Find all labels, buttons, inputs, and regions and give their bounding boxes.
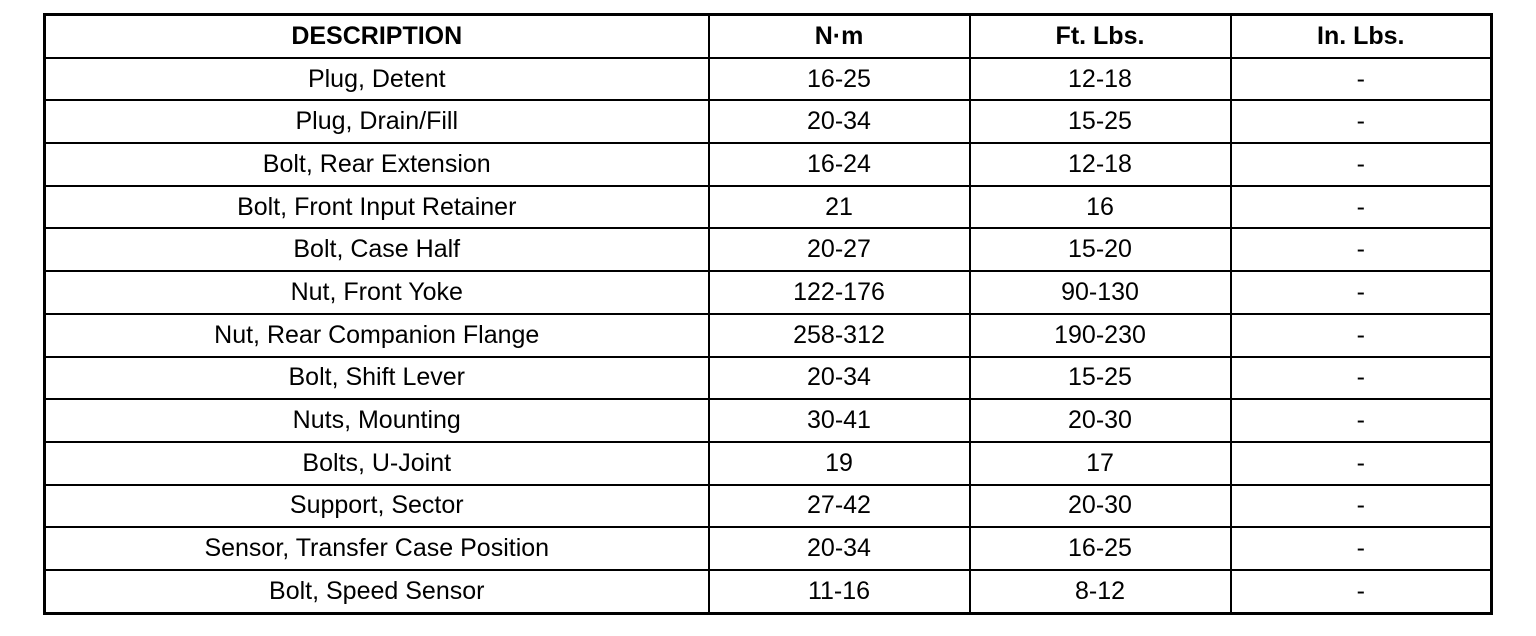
- cell-inch-pounds: -: [1231, 186, 1492, 229]
- cell-description: Bolt, Rear Extension: [45, 143, 709, 186]
- cell-foot-pounds: 15-20: [970, 228, 1231, 271]
- cell-inch-pounds: -: [1231, 228, 1492, 271]
- cell-newton-meters: 19: [709, 442, 970, 485]
- table-row: [45, 143, 1492, 186]
- table-row: [45, 357, 1492, 400]
- cell-foot-pounds: 20-30: [970, 399, 1231, 442]
- cell-newton-meters: 27-42: [709, 485, 970, 528]
- table-row: [45, 442, 1492, 485]
- cell-newton-meters: 11-16: [709, 570, 970, 613]
- table-row: [45, 271, 1492, 314]
- cell-inch-pounds: -: [1231, 58, 1492, 101]
- table-row: [45, 399, 1492, 442]
- cell-newton-meters: 20-34: [709, 527, 970, 570]
- cell-foot-pounds: 8-12: [970, 570, 1231, 613]
- cell-foot-pounds: 16-25: [970, 527, 1231, 570]
- cell-foot-pounds: 20-30: [970, 485, 1231, 528]
- cell-foot-pounds: 90-130: [970, 271, 1231, 314]
- cell-description: Nut, Rear Companion Flange: [45, 314, 709, 357]
- cell-inch-pounds: -: [1231, 271, 1492, 314]
- cell-inch-pounds: -: [1231, 357, 1492, 400]
- cell-inch-pounds: -: [1231, 570, 1492, 613]
- cell-inch-pounds: -: [1231, 100, 1492, 143]
- cell-newton-meters: 20-27: [709, 228, 970, 271]
- cell-foot-pounds: 12-18: [970, 58, 1231, 101]
- torque-spec-table: [43, 13, 1493, 615]
- cell-foot-pounds: 15-25: [970, 100, 1231, 143]
- cell-inch-pounds: -: [1231, 485, 1492, 528]
- table-row: [45, 100, 1492, 143]
- header-inch-pounds: In. Lbs.: [1231, 15, 1492, 58]
- cell-description: Bolt, Front Input Retainer: [45, 186, 709, 229]
- table-body: [45, 58, 1492, 613]
- cell-foot-pounds: 16: [970, 186, 1231, 229]
- cell-newton-meters: 21: [709, 186, 970, 229]
- table-row: [45, 527, 1492, 570]
- cell-inch-pounds: -: [1231, 399, 1492, 442]
- table-row: [45, 485, 1492, 528]
- header-newton-meters: N·m: [709, 15, 970, 58]
- cell-newton-meters: 122-176: [709, 271, 970, 314]
- cell-foot-pounds: 12-18: [970, 143, 1231, 186]
- table-row: [45, 228, 1492, 271]
- cell-description: Bolts, U-Joint: [45, 442, 709, 485]
- cell-description: Support, Sector: [45, 485, 709, 528]
- cell-inch-pounds: -: [1231, 442, 1492, 485]
- cell-foot-pounds: 17: [970, 442, 1231, 485]
- cell-description: Nut, Front Yoke: [45, 271, 709, 314]
- header-description: DESCRIPTION: [45, 15, 709, 58]
- cell-newton-meters: 16-25: [709, 58, 970, 101]
- cell-newton-meters: 30-41: [709, 399, 970, 442]
- cell-inch-pounds: -: [1231, 314, 1492, 357]
- cell-newton-meters: 258-312: [709, 314, 970, 357]
- cell-newton-meters: 20-34: [709, 357, 970, 400]
- cell-inch-pounds: -: [1231, 527, 1492, 570]
- table-header-row: [45, 15, 1492, 58]
- cell-newton-meters: 20-34: [709, 100, 970, 143]
- cell-description: Bolt, Speed Sensor: [45, 570, 709, 613]
- table-row: [45, 186, 1492, 229]
- table-row: [45, 58, 1492, 101]
- cell-description: Bolt, Case Half: [45, 228, 709, 271]
- cell-newton-meters: 16-24: [709, 143, 970, 186]
- cell-description: Nuts, Mounting: [45, 399, 709, 442]
- cell-description: Bolt, Shift Lever: [45, 357, 709, 400]
- table-row: [45, 570, 1492, 613]
- cell-description: Sensor, Transfer Case Position: [45, 527, 709, 570]
- cell-description: Plug, Detent: [45, 58, 709, 101]
- cell-foot-pounds: 190-230: [970, 314, 1231, 357]
- cell-foot-pounds: 15-25: [970, 357, 1231, 400]
- table-row: [45, 314, 1492, 357]
- cell-description: Plug, Drain/Fill: [45, 100, 709, 143]
- cell-inch-pounds: -: [1231, 143, 1492, 186]
- header-foot-pounds: Ft. Lbs.: [970, 15, 1231, 58]
